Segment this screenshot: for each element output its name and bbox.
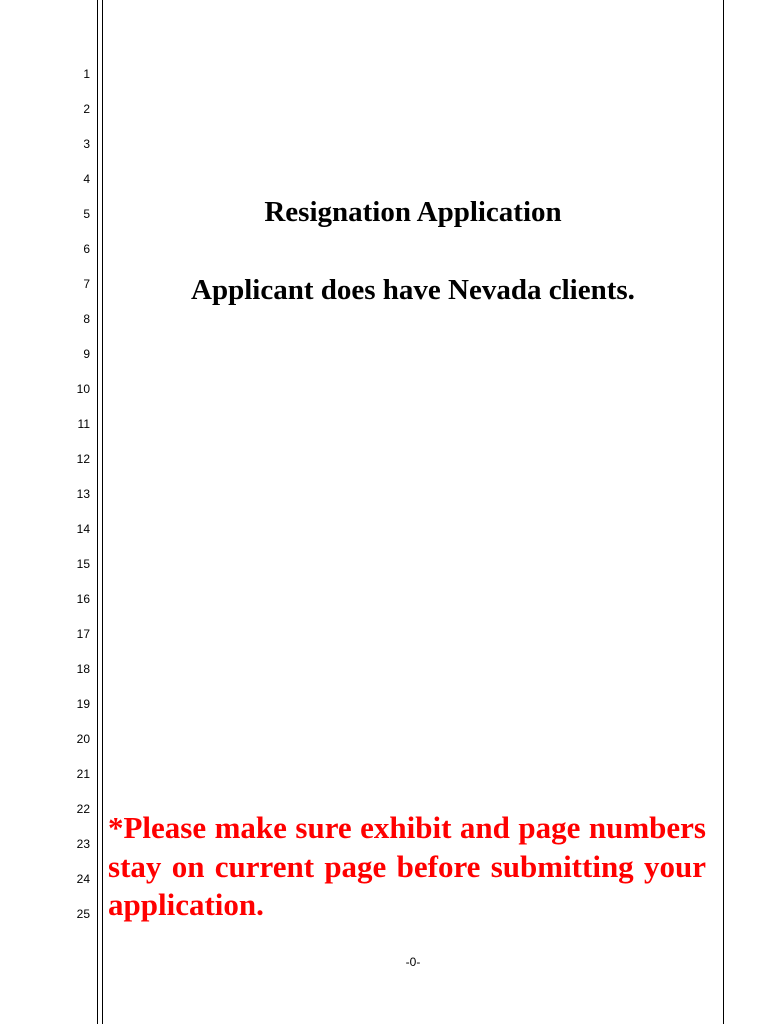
line-number: 24 [76,872,90,886]
line-number: 3 [83,137,90,151]
line-number: 5 [83,207,90,221]
line-number: 7 [83,277,90,291]
line-number: 23 [76,837,90,851]
line-number: 14 [76,522,90,536]
line-number: 25 [76,907,90,921]
line-number: 22 [76,802,90,816]
page-number: -0- [405,955,421,969]
line-number: 10 [76,382,90,396]
line-number: 21 [76,767,90,781]
line-number: 11 [77,417,90,431]
line-number: 4 [83,172,90,186]
document-title: Resignation Application [264,196,562,228]
line-number: 15 [76,557,90,571]
left-margin-rule-outer [97,0,98,1024]
line-number: 9 [83,347,90,361]
line-number: 1 [83,67,90,81]
submission-notice: *Please make sure exhibit and page numbers stay on current page before submitting your application. [108,810,706,922]
line-number: 6 [83,242,90,256]
line-number: 18 [76,662,90,676]
line-number: 2 [83,102,90,116]
line-number: 17 [76,627,90,641]
line-number: 20 [76,732,90,746]
line-number: 13 [76,487,90,501]
document-subtitle: Applicant does have Nevada clients. [191,274,635,306]
line-number: 8 [83,312,90,326]
right-margin-rule [723,0,724,1024]
left-margin-rule-inner [102,0,103,1024]
line-number: 16 [76,592,90,606]
line-number: 19 [76,697,90,711]
line-number: 12 [76,452,90,466]
line-numbers [60,66,90,941]
